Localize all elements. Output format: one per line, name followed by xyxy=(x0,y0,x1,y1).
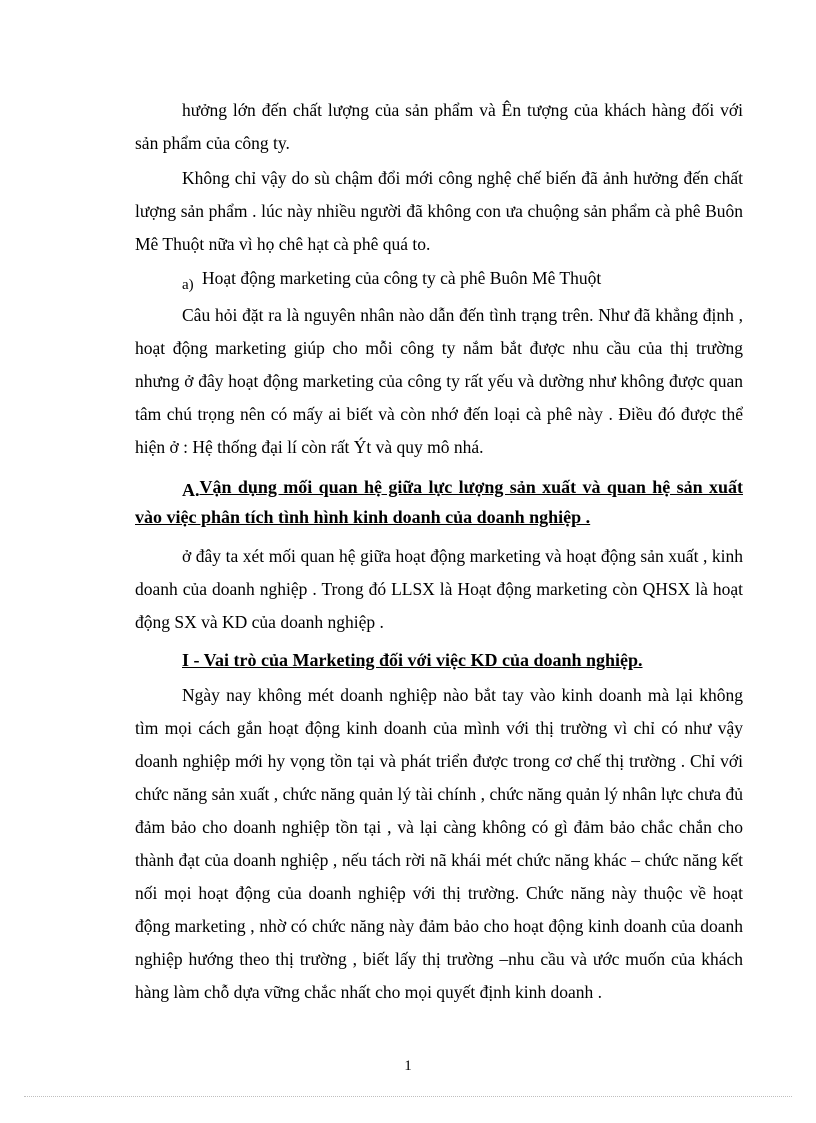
section-a-label: A. xyxy=(182,480,200,500)
page-number: 1 xyxy=(404,1058,412,1074)
paragraph-continuation: hưởng lớn đến chất lượng của sản phẩm và Ên tượng của khách hàng đối với sản phẩm của công ty. xyxy=(135,100,743,153)
section-i-heading: I - Vai trò của Marketing đối với việc KD của doanh nghiệp. xyxy=(182,650,643,670)
paragraph-cause-question: Câu hỏi đặt ra là nguyên nhân nào dẫn đến tình trạng trên. Như đã khẳng định , hoạt động marketing giúp cho mỗi công ty nắm bắt được nhu cầu của thị trường nhưng ở đây hoạt động marketing của công ty rất yếu và dường như không được quan tâm chú trọng nên có mấy ai biết và còn nhớ đến loại cà phê này . Điều đó được thể hiện ở : Hệ thống đại lí còn rất Ýt và quy mô nhá. xyxy=(135,305,743,457)
paragraph-marketing-role: Ngày nay không mét doanh nghiệp nào bắt tay vào kinh doanh mà lại không tìm mọi cách gắn hoạt động kinh doanh của mình với thị trường vì chỉ có như vậy doanh nghiệp mới hy vọng tồn tại và phát triển được trong cơ chế thị trường . Chỉ với chức năng sản xuất , chức năng quản lý tài chính , chức năng quản lý nhân lực chưa đủ đảm bảo cho doanh nghiệp tồn tại , và lại càng không có gì đảm bảo chắc chắn cho thành đạt của doanh nghiệp , nếu tách rời nã khái mét chức năng khác – chức năng kết nối mọi hoạt động của doanh nghiệp với thị trường. Chức năng này thuộc về hoạt động marketing , nhờ có chức năng này đảm bảo cho hoạt động kinh doanh của doanh nghiệp hướng theo thị trường , biết lấy thị trường –nhu cầu và ước muốn của khách hàng làm chỗ dựa vững chắc nhất cho mọi quyết định kinh doanh . xyxy=(135,685,743,1002)
section-a-title: Vận dụng mối quan hệ giữa lực lượng sản xuất và quan hệ sản xuất vào việc phân tích tình hình kinh doanh của doanh nghiệp . xyxy=(135,477,743,527)
subheading-label: a) xyxy=(182,277,194,293)
section-a-heading xyxy=(135,472,743,532)
paragraph-processing-technology: Không chỉ vậy do sù chậm đổi mới công nghệ chế biến đã ảnh hưởng đến chất lượng sản phẩm . lúc này nhiều người đã không con ưa chuộng sản phẩm cà phê Buôn Mê Thuột nữa vì họ chê hạt cà phê quá to. xyxy=(135,168,743,254)
page-bottom-divider xyxy=(24,1096,792,1097)
subheading-text: Hoạt động marketing của công ty cà phê Buôn Mê Thuột xyxy=(202,268,602,288)
document-body xyxy=(135,94,743,1011)
paragraph-relationship: ở đây ta xét mối quan hệ giữa hoạt động marketing và hoạt động sản xuất , kinh doanh của doanh nghiệp . Trong đó LLSX là Hoạt động marketing còn QHSX là hoạt động SX và KD của doanh nghiệp . xyxy=(135,546,743,632)
subheading-marketing-activity xyxy=(182,263,743,295)
